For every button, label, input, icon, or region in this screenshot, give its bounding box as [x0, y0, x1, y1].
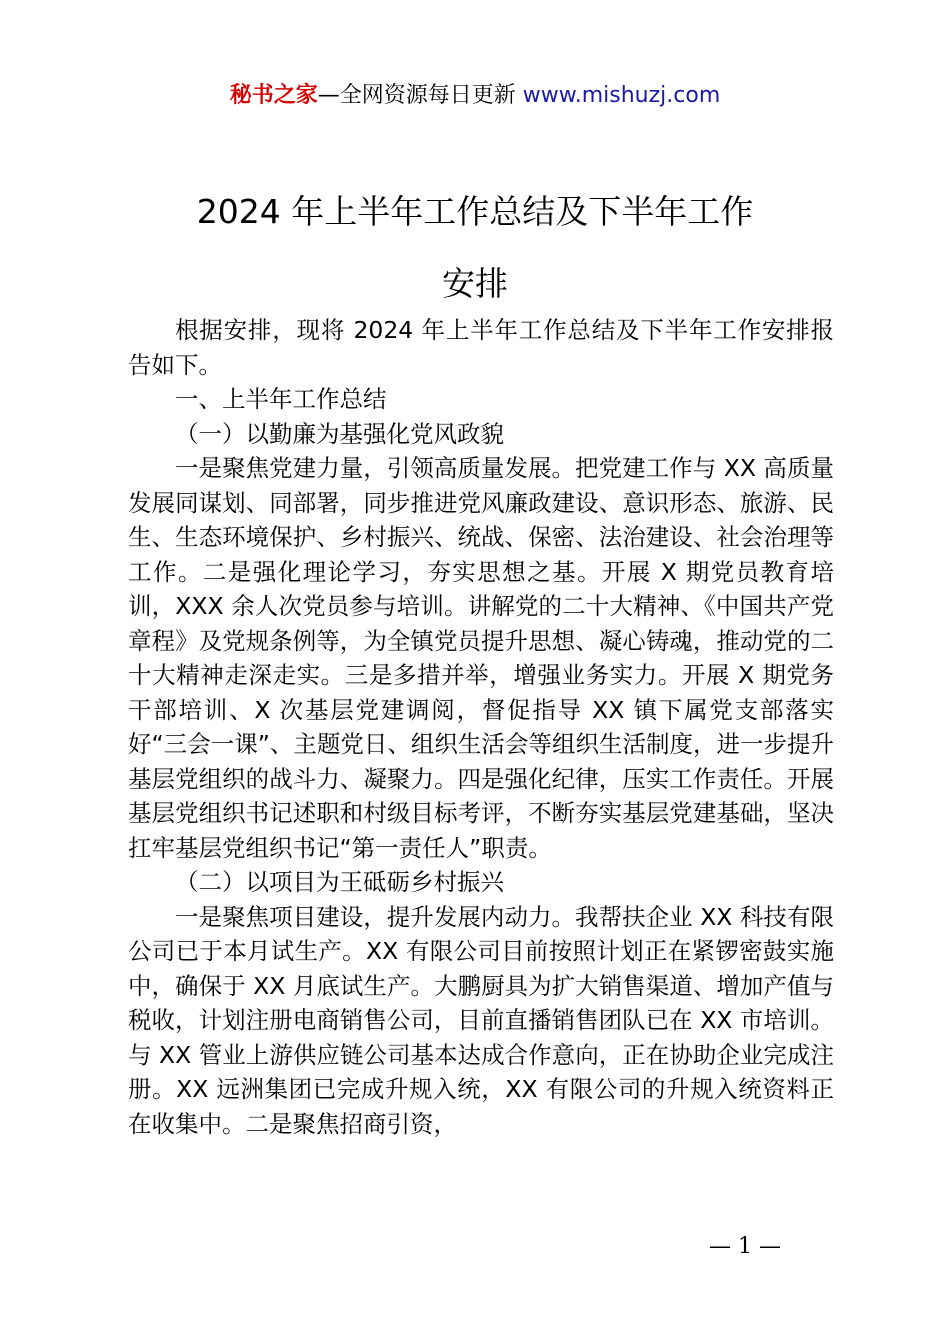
site-brand: 秘书之家 [229, 83, 318, 108]
document-body [128, 313, 834, 1141]
subsection-heading-2: （二）以项目为王砥砺乡村振兴 [175, 868, 504, 896]
subsection-heading-1: （一）以勤廉为基强化党风政貌 [175, 419, 504, 448]
section-heading-first-half-summary: 一、上半年工作总结 [175, 385, 387, 413]
subsection-1-paragraph: 一是聚焦党建力量，引领高质量发展。把党建工作与 XX 高质量发展同谋划、同部署，同步推进党风廉政建设、意识形态、旅游、民生、生态环境保护、乡村振兴、统战、保密、法治建设、社会治理等工作。二是强化理论学习，夯实思想之基。开展 X 期党员教育培训，XXX 余人次党员参与培训。讲解党的二十大精神、《中国共产党章程》及党规条例等，为全镇党员提升思想、凝心铸魂，推动党的二十大精神走深走实。三是多措并举，增强业务实力。开展 X 期党务干部培训、X 次基层党建调阅，督促指导 XX 镇下属党支部落实好“三会一课”、主题党日、组织生活会等组织生活制度，进一步提升基层党组织的战斗力、凝聚力。四是强化纪律，压实工作责任。开展基层党组织书记述职和村级目标考评，不断夯实基层党建基础，坚决扛牢基层党组织书记“第一责任人”职责。 [128, 454, 834, 862]
page-number: — 1 — [709, 1234, 781, 1259]
intro-paragraph: 根据安排，现将 2024 年上半年工作总结及下半年工作安排报告如下。 [128, 316, 834, 379]
document-title-line1: 2024 年上半年工作总结及下半年工作 [196, 192, 754, 231]
site-url-link[interactable]: www.mishuzj.com [522, 83, 721, 108]
document-title [0, 186, 950, 310]
document-title-line2: 安排 [442, 264, 508, 303]
subsection-2-paragraph: 一是聚焦项目建设，提升发展内动力。我帮扶企业 XX 科技有限公司已于本月试生产。XX 有限公司目前按照计划正在紧锣密鼓实施中，确保于 XX 月底试生产。大鹏厨具为扩大销售渠道、增加产值与税收，计划注册电商销售公司，目前直播销售团队已在 XX 市培训。与 XX 管业上游供应链公司基本达成合作意向，正在协助企业完成注册。XX 远洲集团已完成升规入统，XX 有限公司的升规入统资料正在收集中。二是聚焦招商引资， [128, 902, 834, 1138]
site-tagline: —全网资源每日更新 [317, 83, 523, 108]
site-banner [0, 80, 950, 112]
